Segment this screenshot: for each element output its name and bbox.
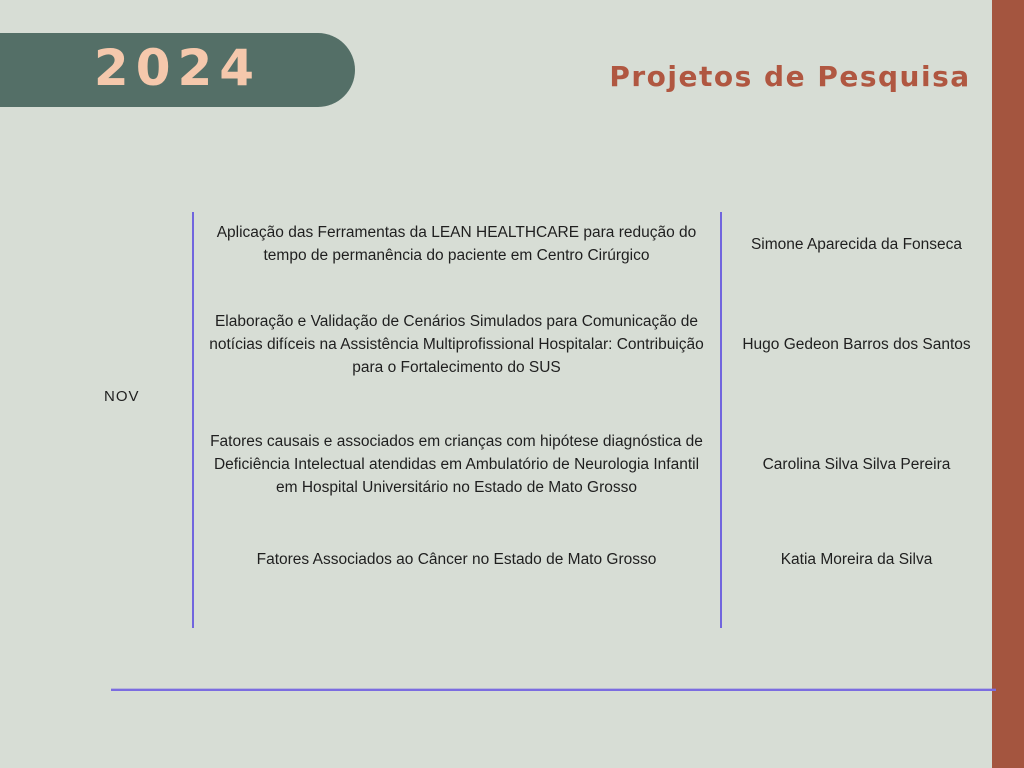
accent-sidebar bbox=[992, 0, 1024, 768]
project-author: Katia Moreira da Silva bbox=[780, 550, 933, 568]
page-title: Projetos de Pesquisa bbox=[609, 60, 971, 93]
year-badge: 2024 bbox=[93, 39, 262, 97]
project-author: Simone Aparecida da Fonseca bbox=[750, 235, 963, 253]
month-label: NOV bbox=[104, 388, 140, 405]
project-title: Fatores Associados ao Câncer no Estado de Mato Grosso bbox=[256, 550, 657, 568]
project-title: Aplicação das Ferramentas da LEAN HEALTHCARE para redução do tempo de permanência do paciente em Centro Cirúrgico bbox=[216, 224, 697, 264]
project-author: Hugo Gedeon Barros dos Santos bbox=[742, 335, 971, 353]
project-row bbox=[192, 214, 992, 274]
project-title: Elaboração e Validação de Cenários Simulados para Comunicação de notícias difíceis na Assistência Multiprofissional Hospitalar: Contribuição para o Fortalecimento do SUS bbox=[209, 312, 704, 376]
project-row bbox=[192, 416, 992, 512]
year-banner bbox=[0, 33, 355, 107]
project-row bbox=[192, 304, 992, 384]
project-title: Fatores causais e associados em crianças com hipótese diagnóstica de Deficiência Intelectual atendidas em Ambulatório de Neurologia Infantil em Hospital Universitário no Estado de Mato Grosso bbox=[210, 432, 703, 496]
bottom-divider bbox=[111, 689, 996, 691]
project-row bbox=[192, 544, 992, 574]
project-author: Carolina Silva Silva Pereira bbox=[762, 455, 951, 473]
